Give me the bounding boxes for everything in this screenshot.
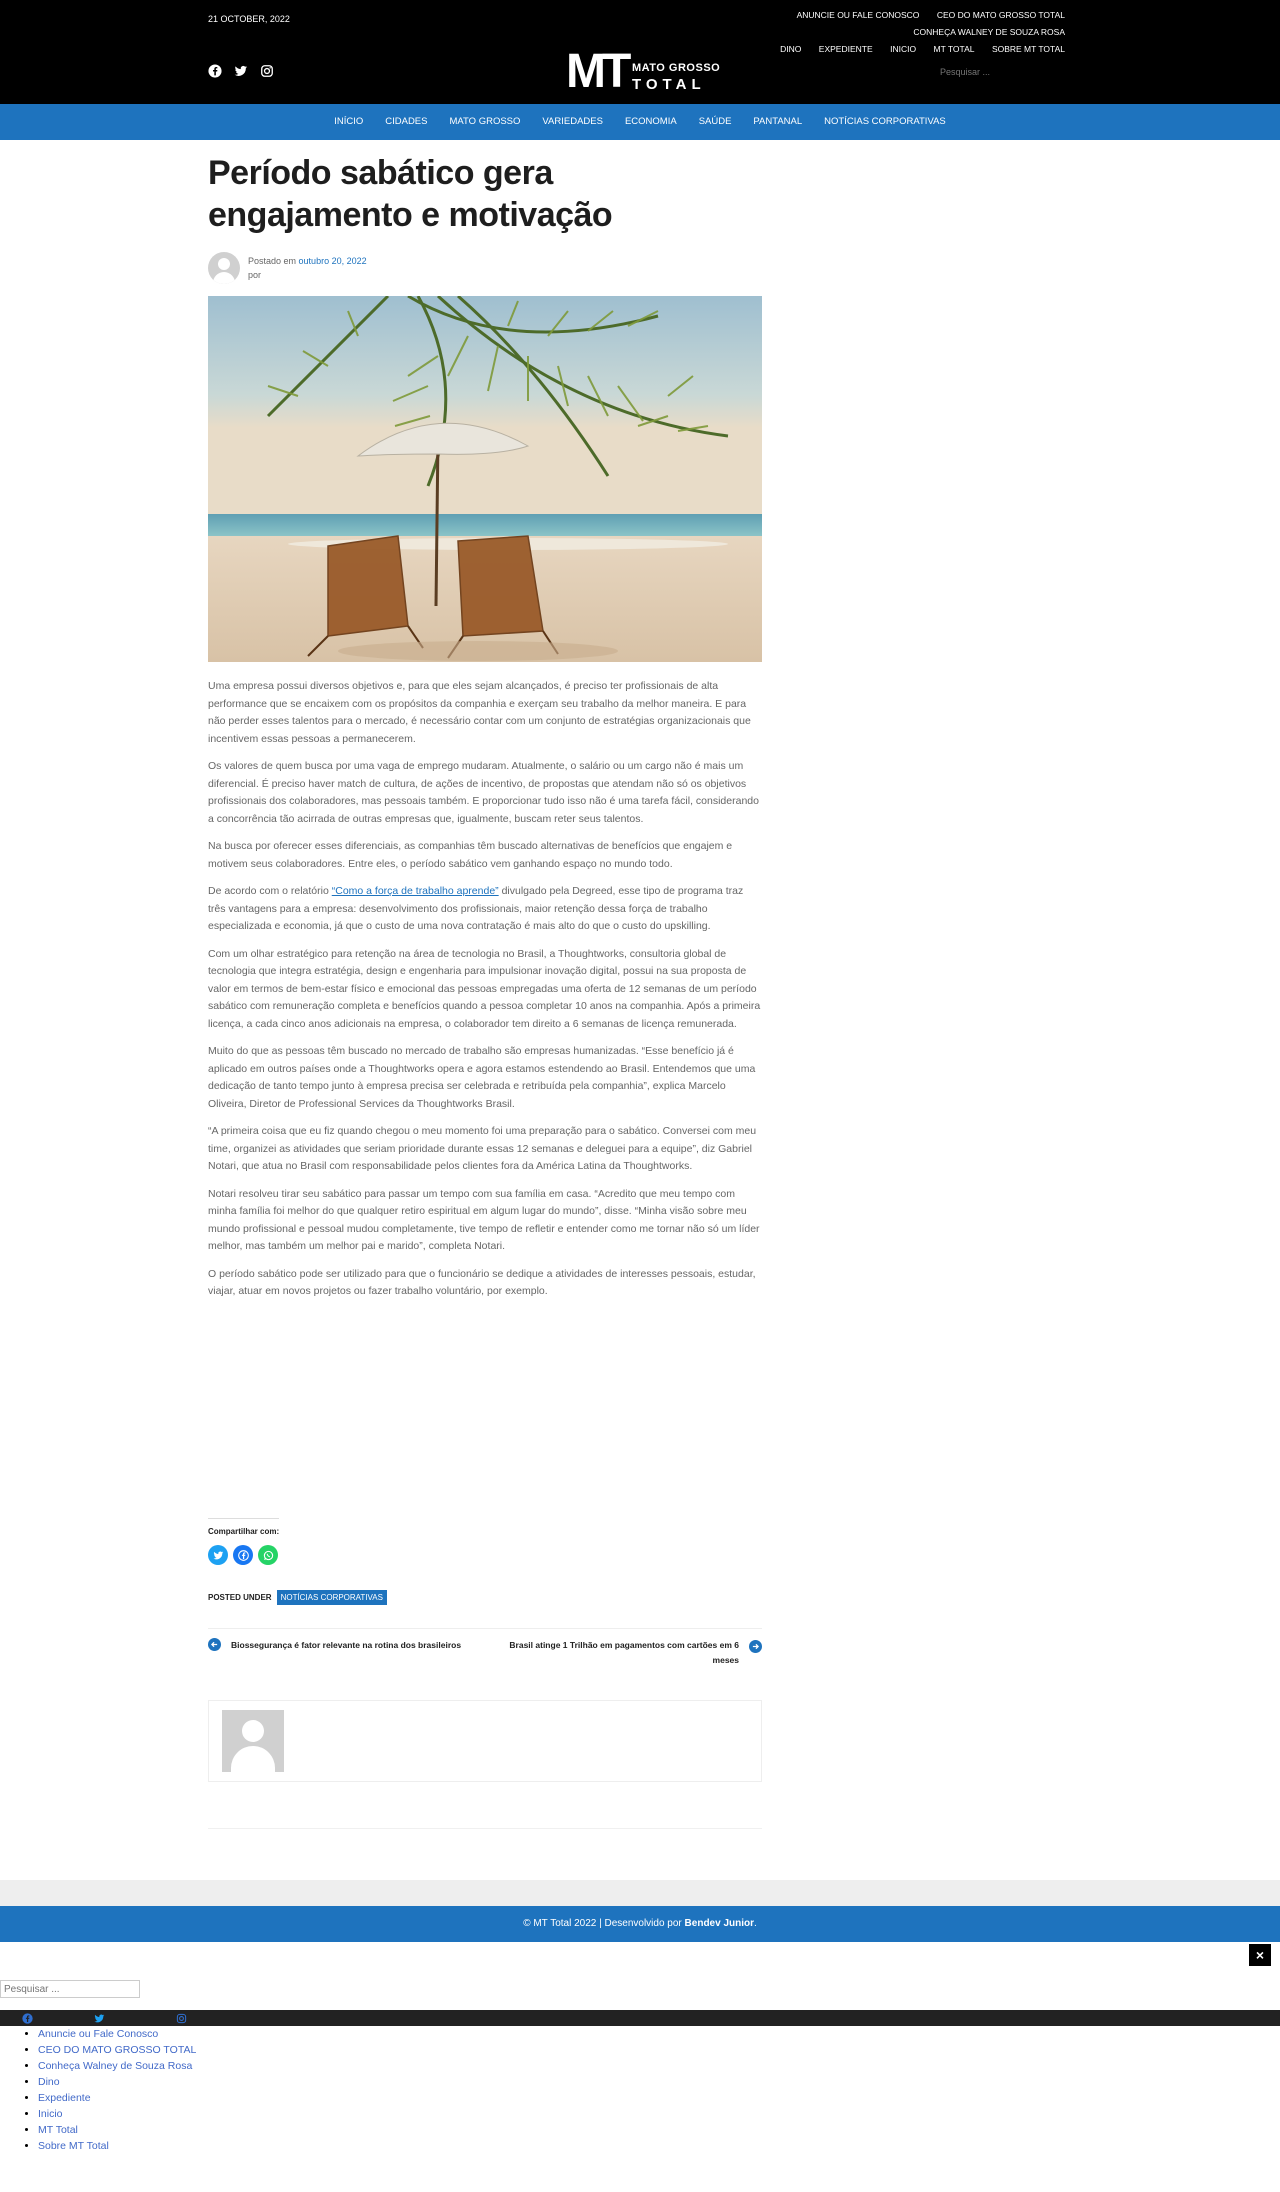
paragraph-text: De acordo com o relatório bbox=[208, 885, 332, 897]
article-hero-image bbox=[208, 296, 762, 662]
site-footer bbox=[0, 1906, 1280, 1942]
instagram-icon[interactable] bbox=[176, 2013, 187, 2024]
article-paragraph: O período sabático pode ser utilizado para que o funcionário se dedique a atividades de interesses pessoais, estudar, viajar, atuar em novos projetos ou fazer trabalho voluntário, por exemplo. bbox=[208, 1267, 756, 1297]
header-date: 21 OCTOBER, 2022 bbox=[208, 14, 290, 24]
topnav-inicio[interactable]: INICIO bbox=[890, 44, 917, 54]
topnav-ceo[interactable]: CEO DO MATO GROSSO TOTAL bbox=[936, 10, 1065, 20]
degreed-report-link[interactable]: “Como a força de trabalho aprende” bbox=[331, 885, 499, 897]
article-meta bbox=[208, 240, 762, 292]
arrow-left-icon bbox=[208, 1638, 221, 1651]
article-paragraph: Os valores de quem busca por uma vaga de emprego mudaram. Atualmente, o salário ou um cargo não é mais um diferencial. É preciso haver match de cultura, de ações de incentivo, de propostas que atendam não só os objetivos profissionais dos colaboradores, mas pessoais também. E proporcionar tudo isso não é uma tarefa fácil, considerando a concorrência tão acirrada de outras empresas que, igualmente, buscam reter seus talentos. bbox=[208, 760, 759, 825]
twitter-icon[interactable] bbox=[208, 1545, 228, 1565]
footer-developer-link[interactable]: Bendev Junior bbox=[684, 1918, 755, 1929]
article-paragraph: Na busca por oferecer esses diferenciais, as companhias têm buscado alternativas de benefícios que engajem e motivem seus colaboradores. Entre eles, o período sabático vem ganhando espaço no mundo todo. bbox=[208, 840, 733, 870]
list-item bbox=[38, 2090, 196, 2106]
mobile-menu-ceo[interactable]: CEO DO MATO GROSSO TOTAL bbox=[38, 2044, 197, 2056]
site-logo[interactable] bbox=[566, 45, 721, 98]
nav-mato-grosso[interactable]: MATO GROSSO bbox=[449, 116, 521, 127]
article-paragraph: Com um olhar estratégico para retenção na área de tecnologia no Brasil, a Thoughtworks, consultoria global de tecnologia que integra estratégia, design e engenharia para impulsionar inovação digital, possui na sua proposta de valor em termos de bem-estar físico e emocional das pessoas empregadas uma oferta de 12 semanas de um período sabático com remuneração completa e benefícios quando a pessoa completar 10 anos na companhia. Após a primeira licença, a cada cinco anos adicionais na empresa, o colaborador tem direito a 6 semanas de licença remunerada. bbox=[208, 947, 761, 1030]
mobile-menu-conheca[interactable]: Conheça Walney de Souza Rosa bbox=[38, 2060, 193, 2072]
list-item bbox=[38, 2026, 196, 2042]
list-item bbox=[38, 2058, 196, 2074]
mobile-menu-inicio[interactable]: Inicio bbox=[38, 2108, 63, 2120]
category-tag[interactable]: NOTÍCIAS CORPORATIVAS bbox=[277, 1590, 387, 1605]
whatsapp-icon[interactable] bbox=[258, 1545, 278, 1565]
divider bbox=[208, 1828, 762, 1829]
mobile-menu-mt-total[interactable]: MT Total bbox=[38, 2124, 78, 2136]
nav-noticias-corporativas[interactable]: NOTÍCIAS CORPORATIVAS bbox=[824, 116, 946, 127]
posted-under-label: POSTED UNDER bbox=[208, 1593, 272, 1602]
mobile-menu-expediente[interactable]: Expediente bbox=[38, 2092, 91, 2104]
share-title: Compartilhar com: bbox=[208, 1518, 279, 1536]
nav-cidades[interactable]: CIDADES bbox=[385, 116, 428, 127]
facebook-icon[interactable] bbox=[208, 64, 222, 78]
arrow-right-icon bbox=[749, 1640, 762, 1653]
article-title: Período sabático gera engajamento e motivação bbox=[208, 154, 613, 234]
close-icon[interactable]: × bbox=[1249, 1944, 1271, 1966]
author-avatar-large bbox=[222, 1710, 284, 1772]
previous-post-title: Biossegurança é fator relevante na rotina dos brasileiros bbox=[231, 1639, 462, 1650]
topnav-anuncie[interactable]: ANUNCIE OU FALE CONOSCO bbox=[796, 10, 920, 20]
mobile-menu-sobre[interactable]: Sobre MT Total bbox=[38, 2140, 109, 2152]
nav-pantanal[interactable]: PANTANAL bbox=[753, 116, 803, 127]
post-navigation bbox=[208, 1628, 762, 1668]
beach-image bbox=[208, 296, 762, 662]
list-item bbox=[38, 2042, 196, 2058]
list-item bbox=[38, 2122, 196, 2138]
header-search-input[interactable] bbox=[940, 62, 1070, 82]
article bbox=[208, 150, 762, 1311]
header-socials bbox=[208, 64, 274, 78]
topnav-conheca[interactable]: CONHEÇA WALNEY DE SOUZA ROSA bbox=[913, 27, 1065, 37]
list-item bbox=[38, 2106, 196, 2122]
nav-saude[interactable]: SAÚDE bbox=[698, 116, 732, 127]
article-paragraph: Muito do que as pessoas têm buscado no mercado de trabalho são empresas humanizadas. “Esse benefício já é aplicado em outros países onde a Thoughtworks opera e agora estamos estendendo ao Brasil. Entendemos que uma dedicação de tanto tempo junto à empresa precisa ser celebrada e retribuída pela companhia”, explica Marcelo Oliveira, Diretor de Professional Services da Thoughtworks Brasil. bbox=[208, 1045, 756, 1110]
next-post-link[interactable] bbox=[492, 1638, 762, 1668]
list-item bbox=[38, 2074, 196, 2090]
list-item bbox=[38, 2138, 196, 2154]
nav-economia[interactable]: ECONOMIA bbox=[624, 116, 677, 127]
article-paragraph-with-link bbox=[208, 883, 762, 936]
article-paragraph: Uma empresa possui diversos objetivos e, para que eles sejam alcançados, é preciso ter profissionais de alta performance que se encaixem com os propósitos da companhia e exerçam seu trabalho da melhor maneira. E para não perder esses talentos para o mercado, é necessário contar com um conjunto de estratégias organizacionais que incentivem essas pessoas a permanecerem. bbox=[208, 680, 751, 745]
mobile-menu bbox=[38, 2026, 196, 2154]
posted-prefix: Postado em bbox=[248, 256, 297, 266]
topnav-dino[interactable]: DINO bbox=[780, 44, 802, 54]
footer-period: . bbox=[754, 1918, 757, 1929]
main-navigation bbox=[0, 104, 1280, 140]
twitter-icon[interactable] bbox=[234, 64, 248, 78]
mobile-social-bar bbox=[0, 2010, 1280, 2026]
paragraph-text: divulgado pela Degreed, esse tipo de programa traz três vantagens para a empresa: desenvolvimento dos profissionais, maior retenção dessa força de trabalho especializada e economia, já que o custo de uma nova contratação é mais alto do que o custo do upskilling. bbox=[208, 885, 744, 932]
footer-copyright: © MT Total 2022 | Desenvolvido por bbox=[523, 1918, 685, 1929]
logo-line2: TOTAL bbox=[632, 76, 706, 93]
topnav-sobre[interactable]: SOBRE MT TOTAL bbox=[991, 44, 1065, 54]
mobile-search-input[interactable] bbox=[0, 1980, 140, 1998]
post-meta-text bbox=[248, 254, 367, 282]
share-section bbox=[208, 1518, 762, 1565]
nav-inicio[interactable]: INÍCIO bbox=[334, 116, 364, 127]
next-post-title: Brasil atinge 1 Trilhão em pagamentos com cartões em 6 meses bbox=[509, 1640, 739, 1665]
share-buttons bbox=[208, 1545, 762, 1565]
nav-variedades[interactable]: VARIEDADES bbox=[542, 116, 603, 127]
article-paragraph: “A primeira coisa que eu fiz quando chegou o meu momento foi uma preparação para o sabático. Conversei com meu time, organizei as atividades que seriam prioridade durante essas 12 semanas e deleguei para a equipe”, diz Gabriel Notari, que atua no Brasil com responsabilidade pelos clientes fora da América Latina da Thoughtworks. bbox=[208, 1125, 757, 1172]
twitter-icon[interactable] bbox=[94, 2013, 105, 2024]
author-avatar bbox=[208, 252, 240, 284]
topnav-mt-total[interactable]: MT TOTAL bbox=[933, 44, 975, 54]
mobile-menu-dino[interactable]: Dino bbox=[38, 2076, 60, 2088]
footer-spacer bbox=[0, 1880, 1280, 1906]
author-box bbox=[208, 1700, 762, 1782]
logo-line1: MATO GROSSO bbox=[632, 62, 721, 74]
article-paragraph: Notari resolveu tirar seu sabático para passar um tempo com sua família em casa. “Acredito que meu tempo com minha família foi melhor do que qualquer retiro espiritual em algum lugar do mundo”, disse. “Minha visão sobre meu mundo profissional e pessoal mudou completamente, tive tempo de refletir e entender como me tornar não só um líder melhor, mas também um melhor pai e marido”, completa Notari. bbox=[208, 1187, 760, 1252]
topnav-expediente[interactable]: EXPEDIENTE bbox=[818, 44, 873, 54]
site-header bbox=[0, 0, 1280, 104]
mobile-menu-anuncie[interactable]: Anuncie ou Fale Conosco bbox=[38, 2028, 159, 2040]
facebook-icon[interactable] bbox=[233, 1545, 253, 1565]
posted-by: por bbox=[248, 270, 262, 280]
logo-mark: MT bbox=[566, 45, 628, 98]
posted-under bbox=[208, 1590, 387, 1605]
post-date-link[interactable]: outubro 20, 2022 bbox=[298, 256, 367, 266]
facebook-icon[interactable] bbox=[22, 2013, 33, 2024]
article-body bbox=[208, 678, 762, 1301]
previous-post-link[interactable] bbox=[208, 1638, 461, 1651]
instagram-icon[interactable] bbox=[260, 64, 274, 78]
